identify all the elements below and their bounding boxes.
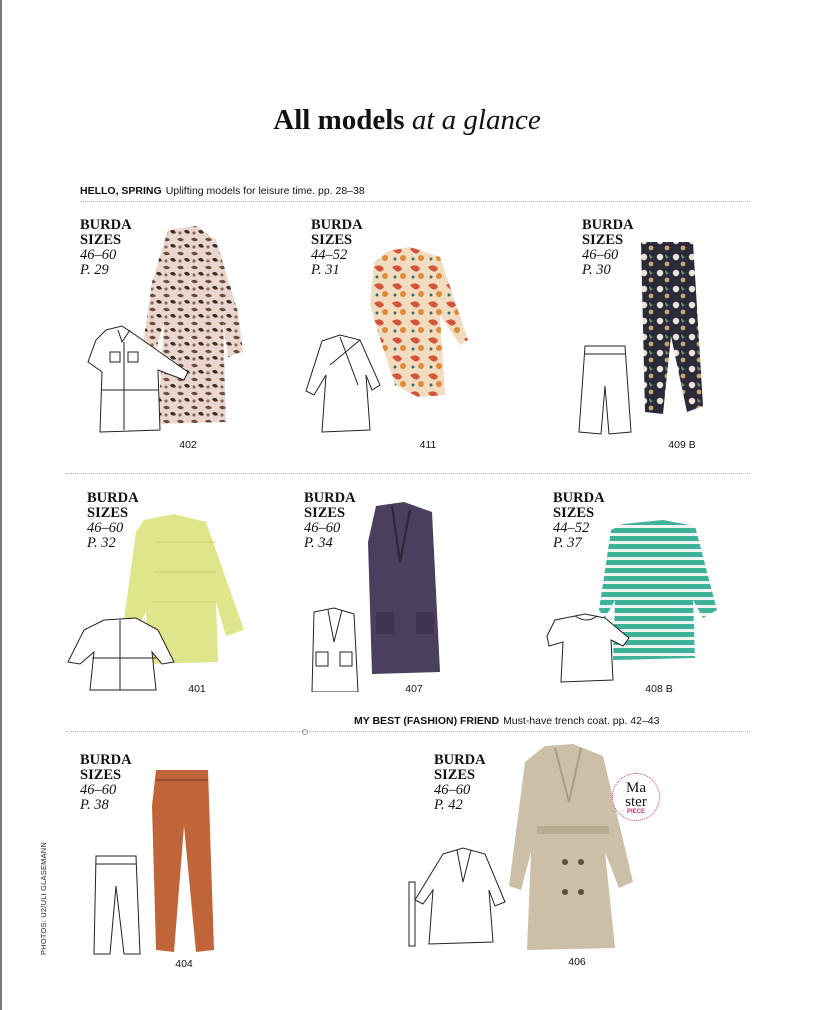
brand-label: BURDA	[304, 490, 356, 506]
sizes-range: 46–60	[582, 247, 619, 263]
section-heading: HELLO, SPRING	[80, 185, 162, 197]
brand-label: BURDA	[80, 217, 132, 233]
badge-line2: ster	[625, 794, 647, 810]
sizes-label: SIZES	[304, 505, 346, 521]
sizes-range: 46–60	[434, 782, 471, 798]
page-ref: P. 34	[304, 535, 333, 551]
badge-line3: PIECE	[626, 809, 645, 815]
page-ref: P. 30	[582, 262, 611, 278]
divider	[80, 201, 750, 202]
model-number-401: 401	[188, 683, 206, 695]
section-text: Must-have trench coat. pp. 42–43	[503, 715, 660, 727]
brand-label: BURDA	[553, 490, 605, 506]
page-ref: P. 29	[80, 262, 109, 278]
photo-credit: PHOTOS: U2/ULI GLASEMANN	[39, 841, 48, 955]
sizes-range: 46–60	[80, 782, 117, 798]
model-number-408b: 408 B	[645, 683, 673, 695]
garment-401	[66, 512, 246, 692]
section-text: Uplifting models for leisure time. pp. 28–38	[165, 185, 365, 197]
brand-label: BURDA	[87, 490, 139, 506]
garment-404	[86, 766, 226, 956]
sizes-label: SIZES	[80, 232, 122, 248]
page-ref: P. 42	[434, 797, 463, 813]
sizes-label: SIZES	[87, 505, 129, 521]
garment-407	[300, 502, 450, 692]
garment-409b	[575, 236, 715, 436]
model-number-402: 402	[179, 439, 197, 451]
sizes-range: 46–60	[80, 247, 117, 263]
garment-402	[78, 222, 248, 437]
brand-label: BURDA	[311, 217, 363, 233]
sizes-range: 44–52	[553, 520, 590, 536]
masterpiece-badge	[612, 773, 660, 821]
sizes-range: 44–52	[311, 247, 348, 263]
page-edge	[0, 0, 2, 1010]
garment-411	[300, 245, 475, 435]
page-ref: P. 32	[87, 535, 116, 551]
sizes-range: 46–60	[304, 520, 341, 536]
badge-line1: Ma	[626, 780, 646, 796]
sizes-label: SIZES	[80, 767, 122, 783]
model-number-407: 407	[405, 683, 423, 695]
brand-label: BURDA	[582, 217, 634, 233]
title-italic: at a glance	[411, 104, 541, 136]
garment-406	[405, 742, 640, 957]
sizes-label: SIZES	[434, 767, 476, 783]
model-number-411: 411	[419, 439, 437, 451]
section-hello-spring	[80, 185, 365, 197]
title-main: All models	[273, 104, 405, 136]
model-number-404: 404	[175, 958, 193, 970]
section-heading: MY BEST (FASHION) FRIEND	[354, 715, 500, 727]
model-number-406: 406	[568, 956, 586, 968]
sizes-label: SIZES	[582, 232, 624, 248]
brand-label: BURDA	[80, 752, 132, 768]
page-ref: P. 37	[553, 535, 582, 551]
brand-label: BURDA	[434, 752, 486, 768]
section-best-friend	[354, 715, 660, 727]
garment-408b	[545, 520, 725, 690]
divider	[66, 731, 750, 732]
divider	[66, 473, 750, 474]
page-ref: P. 31	[311, 262, 340, 278]
model-number-409b: 409 B	[668, 439, 696, 451]
page-title	[0, 104, 814, 137]
sizes-label: SIZES	[553, 505, 595, 521]
marker-dot	[302, 729, 308, 735]
sizes-label: SIZES	[311, 232, 353, 248]
page-ref: P. 38	[80, 797, 109, 813]
sizes-range: 46–60	[87, 520, 124, 536]
